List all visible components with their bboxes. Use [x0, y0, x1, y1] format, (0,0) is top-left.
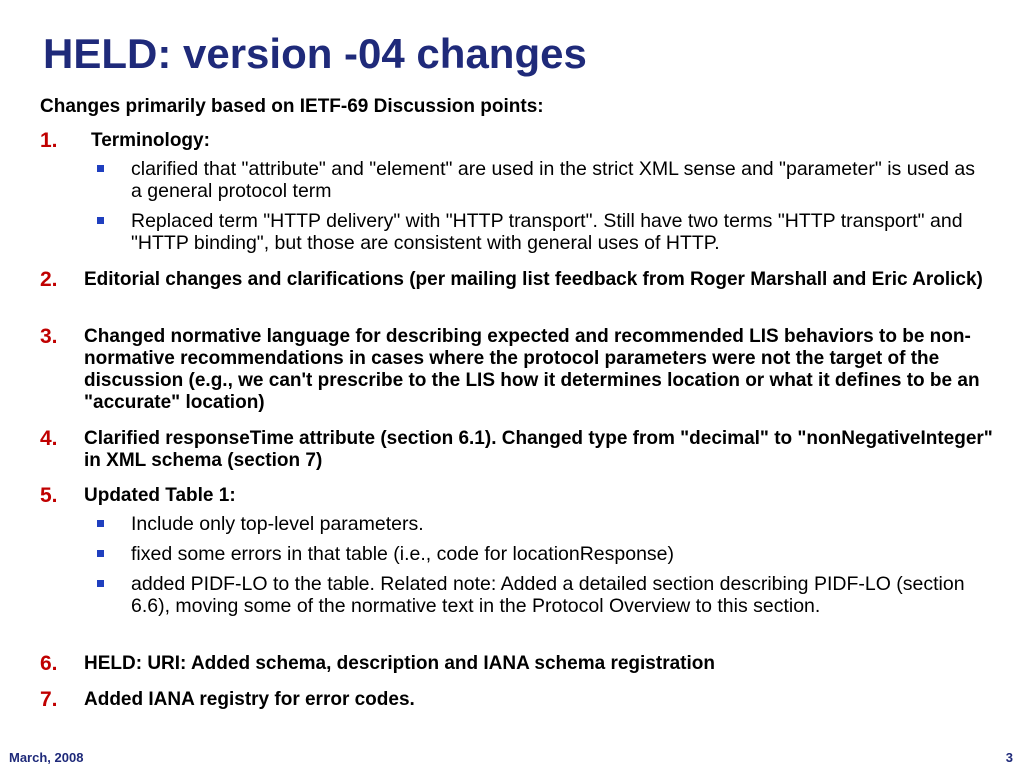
- item-number: 1.: [40, 129, 58, 152]
- item-number: 6.: [40, 652, 58, 675]
- sub-bullet-text: clarified that "attribute" and "element" are used in the strict XML sense and "parameter" is used as a general protocol term: [131, 158, 975, 202]
- sub-bullet-text: fixed some errors in that table (i.e., code for locationResponse): [131, 543, 675, 565]
- footer-date: March, 2008: [9, 750, 84, 765]
- item-text: Changed normative language for describing expected and recommended LIS behaviors to be non-normative recommendations in cases where the protocol parameters were not the target of the discussion (e.g., we can't prescribe to the LIS how it determines location or what it defines to be an "accurate" location): [84, 326, 980, 413]
- sub-bullet: [131, 543, 991, 565]
- item-number: 4.: [40, 427, 58, 450]
- square-bullet-icon: [97, 217, 104, 224]
- list-item-1: [40, 130, 1000, 262]
- list-item-4: [40, 428, 1000, 472]
- square-bullet-icon: [97, 580, 104, 587]
- item-text: HELD: URI: Added schema, description and IANA schema registration: [84, 653, 715, 674]
- list-item-6: [40, 653, 1000, 675]
- intro-text: Changes primarily based on IETF-69 Discussion points:: [40, 96, 544, 117]
- slide-title: HELD: version -04 changes: [43, 30, 587, 77]
- item-number: 3.: [40, 325, 58, 348]
- list-item-5: [40, 485, 1000, 625]
- item-number: 2.: [40, 268, 58, 291]
- sub-bullet-list: [40, 158, 1000, 254]
- page-number: 3: [1005, 750, 1013, 765]
- item-text: Clarified responseTime attribute (section 6.1). Changed type from "decimal" to "nonNegativeInteger" in XML schema (section 7): [84, 428, 993, 471]
- sub-bullet: [131, 210, 991, 254]
- item-text: Terminology:: [91, 130, 210, 151]
- list-item-2: [40, 269, 1000, 291]
- item-text: Editorial changes and clarifications (per mailing list feedback from Roger Marshall and Eric Arolick): [84, 269, 983, 290]
- list-item-3: [40, 326, 1000, 414]
- sub-bullet: [131, 158, 991, 202]
- list-item-7: [40, 689, 1000, 711]
- item-number: 7.: [40, 688, 58, 711]
- square-bullet-icon: [97, 550, 104, 557]
- sub-bullet: [131, 573, 991, 617]
- item-text: Updated Table 1:: [84, 485, 236, 506]
- square-bullet-icon: [97, 520, 104, 527]
- square-bullet-icon: [97, 165, 104, 172]
- sub-bullet: [131, 513, 991, 535]
- sub-bullet-list: [40, 513, 1000, 617]
- item-number: 5.: [40, 484, 58, 507]
- sub-bullet-text: added PIDF-LO to the table. Related note: Added a detailed section describing PIDF-LO (section 6.6), moving some of the normative text in the Protocol Overview to this section.: [131, 573, 965, 617]
- item-text: Added IANA registry for error codes.: [84, 689, 415, 710]
- sub-bullet-text: Include only top-level parameters.: [131, 513, 424, 535]
- sub-bullet-text: Replaced term "HTTP delivery" with "HTTP transport". Still have two terms "HTTP transport" and "HTTP binding", but those are consistent with general uses of HTTP.: [131, 210, 963, 254]
